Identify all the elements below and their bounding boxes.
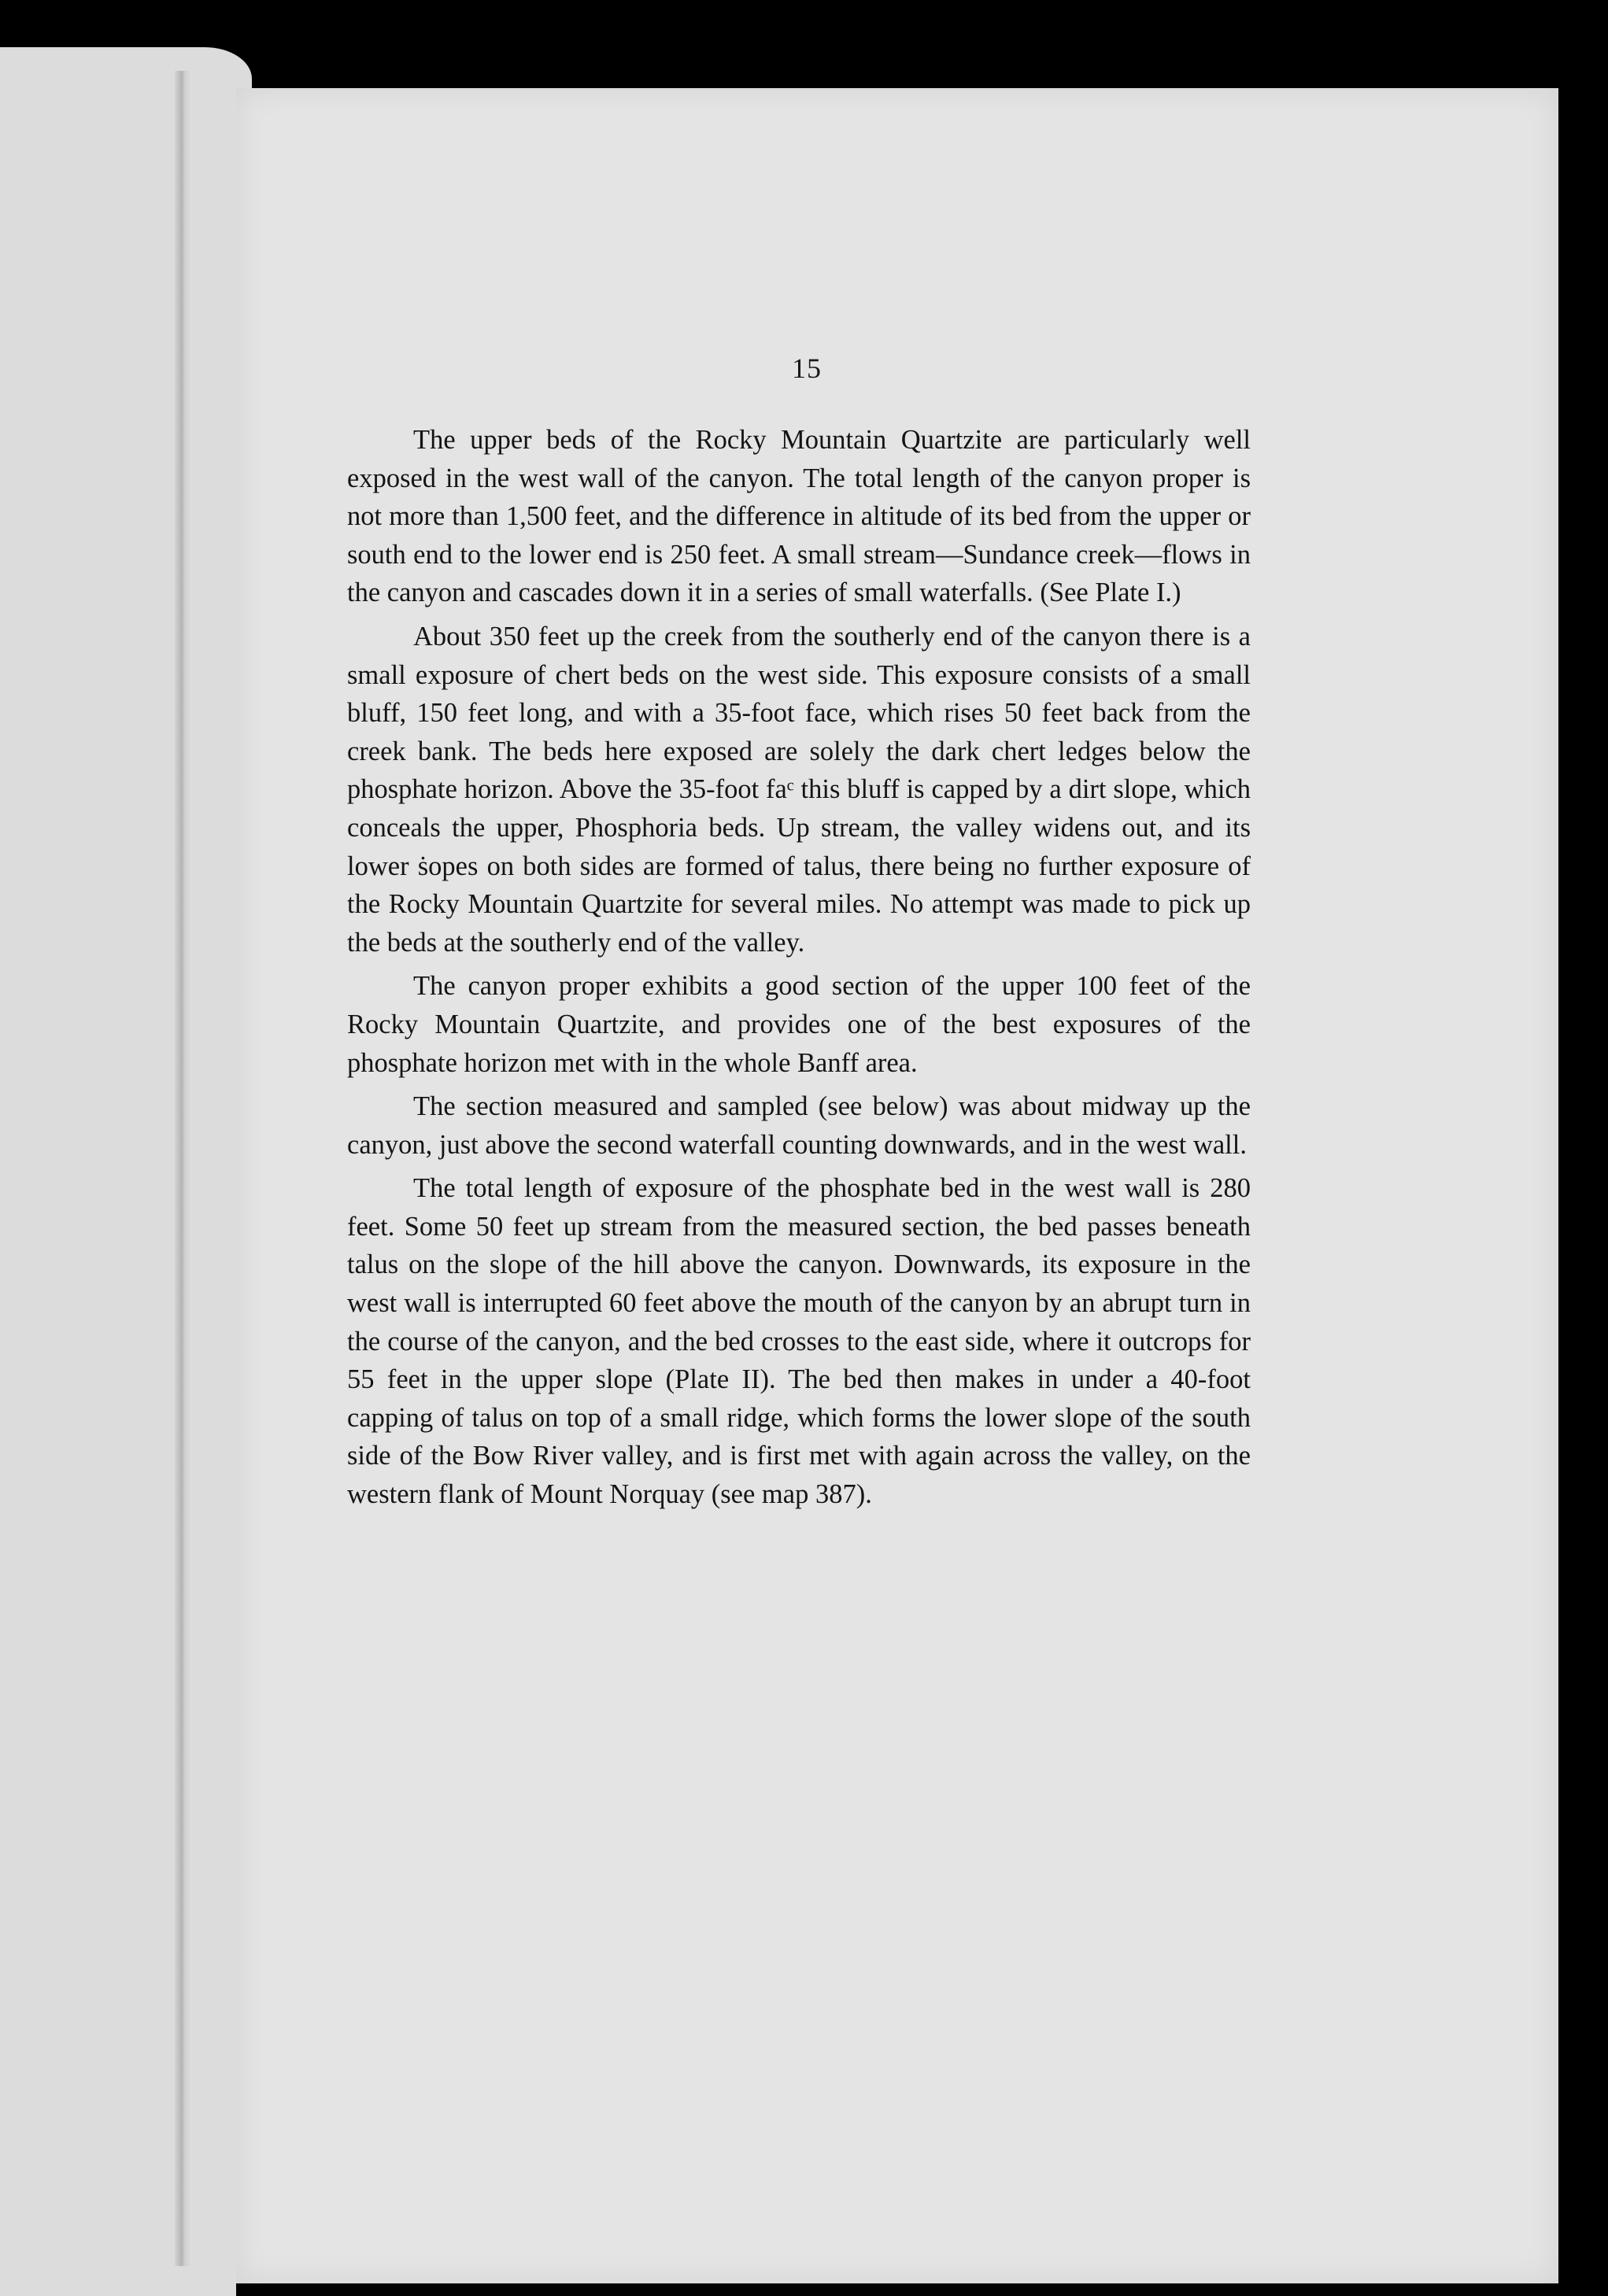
body-text [347,421,1251,1519]
paragraph-4: The section measured and sampled (see below) was about midway up the canyon, just above the second waterfall counting downwards, and in the west wall. [347,1091,1251,1160]
page-number: 15 [792,353,822,384]
paragraph-2: About 350 feet up the creek from the southerly end of the canyon there is a small exposure of chert beds on the west side. This exposure consists of a small bluff, 150 feet long, and with a 35-foot face, which rises 50 feet back from the creek bank. The beds here exposed are solely the dark chert ledges below the phosphate horizon. Above the 35-foot faᶜ this bluff is capped by a dirt slope, which conceals the upper, Phosphoria beds. Up stream, the valley widens out, and its lower ṡopes on both sides are formed of talus, there being no further exposure of the Rocky Mountain Quartzite for several miles. No attempt was made to pick up the beds at the southerly end of the valley. [347,621,1251,958]
paragraph-5: The total length of exposure of the phosphate bed in the west wall is 280 feet. Some 50 feet up stream from the measured section, the bed passes beneath talus on the slope of the hill above the canyon. Downwards, its exposure in the west wall is interrupted 60 feet above the mouth of the canyon by an abrupt turn in the course of the canyon, and the bed crosses to the east side, where it outcrops for 55 feet in the upper slope (Plate II). The bed then makes in under a 40-foot capping of talus on top of a small ridge, which forms the lower slope of the south side of the Bow River valley, and is first met with again across the valley, on the western flank of Mount Norquay (see map 387). [347,1173,1251,1510]
paragraph-1: The upper beds of the Rocky Mountain Quartzite are particularly well exposed in the west wall of the canyon. The total length of the canyon proper is not more than 1,500 feet, and the difference in altitude of its bed from the upper or south end to the lower end is 250 feet. A small stream—Sundance creek—flows in the canyon and cascades down it in a series of small waterfalls. (See Plate I.) [347,425,1251,608]
page-curl [0,47,252,94]
binding-shadow [175,71,192,2266]
paragraph-3: The canyon proper exhibits a good section of the upper 100 feet of the Rocky Mountain Quartzite, and provides one of the best exposures of the phosphate horizon met with in the whole Banff area. [347,971,1251,1078]
binding-gutter [0,55,236,2296]
